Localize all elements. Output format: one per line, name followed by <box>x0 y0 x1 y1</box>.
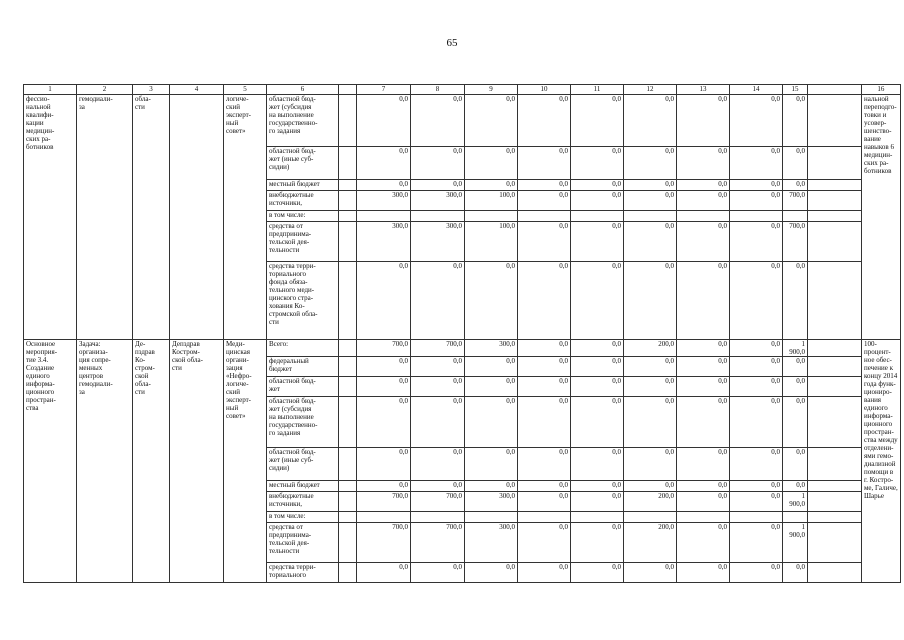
funding-source-label: областной бюд- жет (иные суб- сидии) <box>267 147 339 180</box>
value-cell: 0,0 <box>518 262 571 340</box>
value-cell: 0,0 <box>677 262 730 340</box>
value-cell: 0,0 <box>783 357 808 377</box>
value-cell <box>730 211 783 222</box>
value-cell: 0,0 <box>571 492 624 512</box>
value-cell: 0,0 <box>677 523 730 563</box>
spacer-cell <box>339 563 357 583</box>
value-cell <box>357 512 411 523</box>
value-cell: 200,0 <box>624 340 677 357</box>
spacer-cell <box>808 262 862 340</box>
value-cell <box>677 211 730 222</box>
merged-cell-c5: Меди- цинская органи- зация «Нефро- логиче- ский эксперт- ный совет» <box>224 340 267 583</box>
spacer-cell <box>339 357 357 377</box>
value-cell <box>783 512 808 523</box>
spacer-cell <box>808 492 862 512</box>
merged-cell-c3: обла- сти <box>133 95 170 340</box>
value-cell <box>624 211 677 222</box>
spacer-cell <box>808 563 862 583</box>
column-number: 12 <box>624 85 677 95</box>
value-cell: 0,0 <box>624 147 677 180</box>
merged-cell-c16: 100- процент- ное обес- печение к концу 2014 года функ- циониро- вания единого информа- ционного простран- ства между отделени- ями гемо- диализной помощи в г. Костро- ме, Галиче, Шарье <box>862 340 901 583</box>
value-cell: 0,0 <box>783 481 808 492</box>
value-cell: 0,0 <box>730 492 783 512</box>
spacer-cell <box>808 95 862 147</box>
column-number: 7 <box>357 85 411 95</box>
value-cell <box>411 512 465 523</box>
column-number: 5 <box>224 85 267 95</box>
value-cell: 1 900,0 <box>783 492 808 512</box>
value-cell <box>783 211 808 222</box>
value-cell: 700,0 <box>411 523 465 563</box>
spacer-cell <box>808 377 862 397</box>
merged-cell-c1: фессио- нальной квалифи- кации медицин- ских ра- ботников <box>24 95 77 340</box>
value-cell: 0,0 <box>357 180 411 191</box>
value-cell: 0,0 <box>357 481 411 492</box>
spacer-cell <box>339 481 357 492</box>
value-cell: 0,0 <box>730 563 783 583</box>
spacer-cell <box>808 448 862 481</box>
value-cell: 0,0 <box>357 448 411 481</box>
value-cell: 100,0 <box>465 191 518 211</box>
spacer-cell <box>808 180 862 191</box>
value-cell: 300,0 <box>411 191 465 211</box>
value-cell: 700,0 <box>411 492 465 512</box>
value-cell: 0,0 <box>783 180 808 191</box>
value-cell: 0,0 <box>783 377 808 397</box>
value-cell: 0,0 <box>571 523 624 563</box>
funding-source-label: внебюджетные источники, <box>267 191 339 211</box>
funding-source-label: средства от предпринима- тельской дея- тельности <box>267 523 339 563</box>
spacer-cell <box>339 397 357 448</box>
value-cell: 0,0 <box>465 397 518 448</box>
value-cell: 1 900,0 <box>783 523 808 563</box>
spacer-cell <box>339 95 357 147</box>
value-cell: 0,0 <box>571 377 624 397</box>
value-cell: 200,0 <box>624 523 677 563</box>
value-cell: 700,0 <box>411 340 465 357</box>
value-cell: 0,0 <box>465 180 518 191</box>
value-cell: 0,0 <box>571 222 624 262</box>
value-cell: 0,0 <box>518 180 571 191</box>
value-cell: 0,0 <box>357 397 411 448</box>
column-number: 11 <box>571 85 624 95</box>
value-cell: 0,0 <box>571 340 624 357</box>
value-cell: 0,0 <box>677 191 730 211</box>
funding-source-label: федеральный бюджет <box>267 357 339 377</box>
column-number: 3 <box>133 85 170 95</box>
value-cell: 0,0 <box>571 262 624 340</box>
funding-source-label: средства терри- ториального фонда обяза- тельного меди- цинского стра- хования Ко- стромской обла- сти <box>267 262 339 340</box>
value-cell: 0,0 <box>411 377 465 397</box>
value-cell: 0,0 <box>411 563 465 583</box>
merged-cell-c1: Основное мероприя- тие 3.4. Создание единого информа- ционного простран- ства <box>24 340 77 583</box>
value-cell <box>465 512 518 523</box>
funding-source-label: в том числе: <box>267 512 339 523</box>
spacer-cell <box>808 523 862 563</box>
spacer-cell <box>339 85 357 95</box>
value-cell: 0,0 <box>677 563 730 583</box>
value-cell: 0,0 <box>677 448 730 481</box>
value-cell: 200,0 <box>624 492 677 512</box>
value-cell: 0,0 <box>518 563 571 583</box>
spacer-cell <box>808 222 862 262</box>
value-cell: 0,0 <box>518 191 571 211</box>
value-cell: 0,0 <box>677 377 730 397</box>
value-cell: 0,0 <box>783 262 808 340</box>
value-cell: 0,0 <box>730 180 783 191</box>
value-cell: 0,0 <box>518 492 571 512</box>
value-cell: 0,0 <box>411 481 465 492</box>
value-cell: 0,0 <box>411 397 465 448</box>
value-cell: 0,0 <box>465 147 518 180</box>
funding-source-label: областной бюд- жет (иные суб- сидии) <box>267 448 339 481</box>
value-cell <box>518 512 571 523</box>
value-cell: 0,0 <box>677 95 730 147</box>
value-cell: 0,0 <box>677 397 730 448</box>
value-cell: 0,0 <box>518 222 571 262</box>
value-cell: 0,0 <box>518 377 571 397</box>
value-cell: 0,0 <box>677 340 730 357</box>
value-cell: 0,0 <box>465 481 518 492</box>
column-number: 2 <box>77 85 133 95</box>
value-cell: 0,0 <box>571 448 624 481</box>
spacer-cell <box>339 222 357 262</box>
value-cell <box>357 211 411 222</box>
value-cell: 0,0 <box>730 95 783 147</box>
value-cell <box>624 512 677 523</box>
column-number-row <box>24 85 901 95</box>
value-cell <box>730 512 783 523</box>
value-cell: 0,0 <box>411 147 465 180</box>
value-cell <box>518 211 571 222</box>
table-row <box>24 95 901 147</box>
value-cell: 0,0 <box>730 377 783 397</box>
value-cell: 0,0 <box>357 377 411 397</box>
value-cell: 0,0 <box>465 262 518 340</box>
value-cell: 0,0 <box>357 357 411 377</box>
value-cell: 0,0 <box>730 222 783 262</box>
value-cell: 0,0 <box>783 95 808 147</box>
funding-source-label: средства от предпринима- тельской дея- тельности <box>267 222 339 262</box>
spacer-cell <box>808 211 862 222</box>
column-number: 1 <box>24 85 77 95</box>
value-cell: 100,0 <box>465 222 518 262</box>
funding-source-label: в том числе: <box>267 211 339 222</box>
value-cell: 0,0 <box>411 180 465 191</box>
merged-cell-c5: логиче- ский эксперт- ный совет» <box>224 95 267 340</box>
value-cell: 0,0 <box>677 481 730 492</box>
funding-source-label: областной бюд- жет <box>267 377 339 397</box>
spacer-cell <box>339 340 357 357</box>
budget-table <box>23 84 901 583</box>
value-cell: 1 900,0 <box>783 340 808 357</box>
value-cell: 300,0 <box>465 340 518 357</box>
value-cell: 0,0 <box>624 563 677 583</box>
value-cell: 0,0 <box>730 340 783 357</box>
column-number: 10 <box>518 85 571 95</box>
value-cell: 700,0 <box>783 191 808 211</box>
column-number: 8 <box>411 85 465 95</box>
value-cell: 0,0 <box>571 191 624 211</box>
value-cell: 0,0 <box>357 95 411 147</box>
spacer-cell <box>808 340 862 357</box>
value-cell: 300,0 <box>357 222 411 262</box>
value-cell: 0,0 <box>571 563 624 583</box>
column-number: 15 <box>783 85 808 95</box>
value-cell: 0,0 <box>518 95 571 147</box>
value-cell: 0,0 <box>624 95 677 147</box>
value-cell: 0,0 <box>518 357 571 377</box>
merged-cell-c2: Задача: организа- ция сопре- менных центров гемодиали- за <box>77 340 133 583</box>
value-cell: 0,0 <box>465 448 518 481</box>
value-cell: 0,0 <box>518 340 571 357</box>
page-number: 65 <box>446 37 458 49</box>
spacer-cell <box>808 191 862 211</box>
value-cell: 0,0 <box>783 147 808 180</box>
value-cell: 0,0 <box>730 262 783 340</box>
value-cell: 0,0 <box>677 147 730 180</box>
value-cell: 0,0 <box>783 563 808 583</box>
value-cell: 700,0 <box>783 222 808 262</box>
spacer-cell <box>339 147 357 180</box>
column-number: 9 <box>465 85 518 95</box>
value-cell: 0,0 <box>411 95 465 147</box>
value-cell: 0,0 <box>624 180 677 191</box>
value-cell: 0,0 <box>730 357 783 377</box>
funding-source-label: внебюджетные источники, <box>267 492 339 512</box>
value-cell: 0,0 <box>783 448 808 481</box>
merged-cell-c3: Де- пздрав Ко- стром- ской обла- сти <box>133 340 170 583</box>
merged-cell-c16: нальной переподго- товки и усовер- шенство- вание навыков 6 медицин- ских ра- ботников <box>862 95 901 340</box>
value-cell: 0,0 <box>465 95 518 147</box>
spacer-cell <box>808 397 862 448</box>
value-cell: 0,0 <box>571 397 624 448</box>
spacer-cell <box>339 211 357 222</box>
value-cell: 0,0 <box>518 481 571 492</box>
spacer-cell <box>808 85 862 95</box>
value-cell: 0,0 <box>571 481 624 492</box>
value-cell: 0,0 <box>624 397 677 448</box>
value-cell: 0,0 <box>624 191 677 211</box>
spacer-cell <box>808 357 862 377</box>
spacer-cell <box>339 523 357 563</box>
value-cell: 0,0 <box>624 262 677 340</box>
value-cell: 0,0 <box>677 222 730 262</box>
value-cell: 0,0 <box>465 357 518 377</box>
spacer-cell <box>808 481 862 492</box>
value-cell <box>571 211 624 222</box>
value-cell: 0,0 <box>571 357 624 377</box>
spacer-cell <box>339 377 357 397</box>
column-number: 13 <box>677 85 730 95</box>
merged-cell-c4: Депздрав Костром- ской обла- сти <box>170 340 224 583</box>
spacer-cell <box>339 448 357 481</box>
value-cell: 700,0 <box>357 340 411 357</box>
value-cell: 0,0 <box>411 448 465 481</box>
value-cell: 0,0 <box>465 563 518 583</box>
value-cell: 0,0 <box>571 147 624 180</box>
spacer-cell <box>339 512 357 523</box>
column-number: 4 <box>170 85 224 95</box>
column-number: 6 <box>267 85 339 95</box>
value-cell: 0,0 <box>730 191 783 211</box>
value-cell: 0,0 <box>571 180 624 191</box>
value-cell: 700,0 <box>357 492 411 512</box>
spacer-cell <box>339 180 357 191</box>
value-cell: 0,0 <box>783 397 808 448</box>
value-cell: 0,0 <box>677 492 730 512</box>
value-cell: 0,0 <box>730 481 783 492</box>
column-number: 14 <box>730 85 783 95</box>
spacer-cell <box>339 262 357 340</box>
funding-source-label: местный бюджет <box>267 180 339 191</box>
value-cell: 0,0 <box>730 448 783 481</box>
value-cell: 0,0 <box>411 262 465 340</box>
value-cell: 0,0 <box>518 448 571 481</box>
value-cell: 0,0 <box>571 95 624 147</box>
value-cell: 0,0 <box>624 357 677 377</box>
merged-cell-c2: гемодиали- за <box>77 95 133 340</box>
funding-source-label: средства терри- ториального <box>267 563 339 583</box>
value-cell: 0,0 <box>518 397 571 448</box>
spacer-cell <box>339 191 357 211</box>
value-cell: 0,0 <box>730 397 783 448</box>
merged-cell-c4 <box>170 95 224 340</box>
value-cell: 300,0 <box>465 492 518 512</box>
funding-source-label: местный бюджет <box>267 481 339 492</box>
value-cell: 300,0 <box>411 222 465 262</box>
value-cell <box>571 512 624 523</box>
value-cell <box>677 512 730 523</box>
spacer-cell <box>808 512 862 523</box>
value-cell <box>465 211 518 222</box>
funding-source-label: областной бюд- жет (субсидия на выполнение государственно- го задания <box>267 95 339 147</box>
funding-source-label: областной бюд- жет (субсидия на выполнение государственно- го задания <box>267 397 339 448</box>
value-cell: 0,0 <box>518 147 571 180</box>
value-cell: 0,0 <box>518 523 571 563</box>
value-cell: 0,0 <box>624 481 677 492</box>
value-cell: 300,0 <box>357 191 411 211</box>
value-cell: 700,0 <box>357 523 411 563</box>
value-cell: 0,0 <box>357 147 411 180</box>
column-number: 16 <box>862 85 901 95</box>
value-cell: 0,0 <box>624 222 677 262</box>
value-cell: 0,0 <box>465 377 518 397</box>
value-cell: 0,0 <box>730 523 783 563</box>
value-cell: 0,0 <box>730 147 783 180</box>
spacer-cell <box>339 492 357 512</box>
spacer-cell <box>808 147 862 180</box>
funding-source-label: Всего: <box>267 340 339 357</box>
value-cell: 0,0 <box>677 357 730 377</box>
value-cell: 0,0 <box>357 262 411 340</box>
value-cell: 0,0 <box>624 377 677 397</box>
value-cell: 300,0 <box>465 523 518 563</box>
value-cell <box>411 211 465 222</box>
value-cell: 0,0 <box>357 563 411 583</box>
table-row <box>24 340 901 357</box>
value-cell: 0,0 <box>411 357 465 377</box>
value-cell: 0,0 <box>624 448 677 481</box>
value-cell: 0,0 <box>677 180 730 191</box>
